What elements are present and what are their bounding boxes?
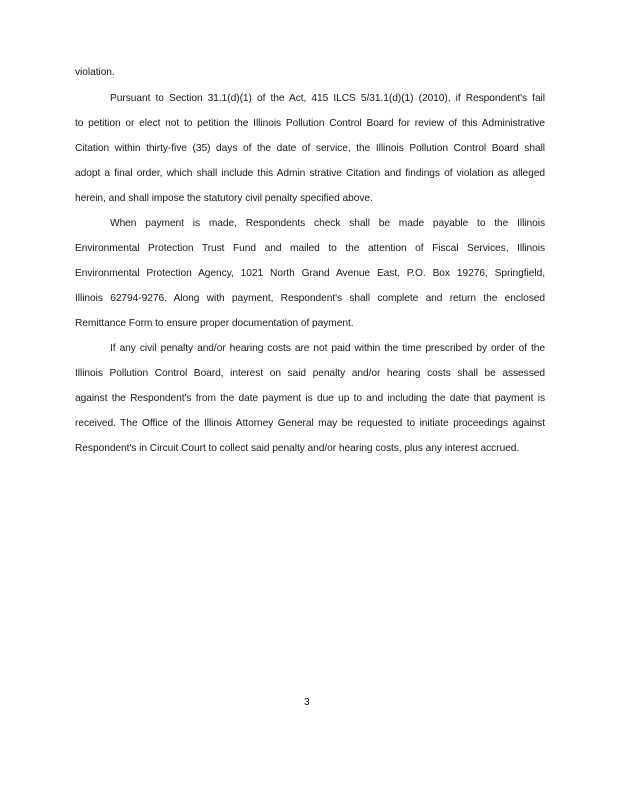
paragraph-line: Illinois Pollution Control Board, interest on said penalty and/or hearing costs shall be assessed	[75, 368, 545, 379]
paragraph-line: Environmental Protection Agency, 1021 North Grand Avenue East, P.O. Box 19276, Springfield,	[75, 268, 545, 279]
paragraph-line: herein, and shall impose the statutory civil penalty specified above.	[75, 193, 373, 204]
paragraph-line: Environmental Protection Trust Fund and mailed to the attention of Fiscal Services, Illinois	[75, 243, 545, 254]
paragraph-line: Citation within thirty-five (35) days of the date of service, the Illinois Pollution Control Board shall	[75, 143, 545, 154]
paragraph-line: Pursuant to Section 31.1(d)(1) of the Act, 415 ILCS 5/31.1(d)(1) (2010), if Respondent's fail	[110, 93, 545, 104]
paragraph-line: to petition or elect not to petition the Illinois Pollution Control Board for review of this Administrative	[75, 118, 545, 129]
paragraph-line: When payment is made, Respondents check shall be made payable to the Illinois	[110, 218, 545, 229]
paragraph-line: adopt a final order, which shall include this Admin strative Citation and findings of violation as alleged	[75, 168, 545, 179]
paragraph-line: received. The Office of the Illinois Attorney General may be requested to initiate proceedings against	[75, 418, 545, 429]
paragraph-line: Respondent's in Circuit Court to collect said penalty and/or hearing costs, plus any interest accrued.	[75, 443, 520, 454]
paragraph-line: If any civil penalty and/or hearing costs are not paid within the time prescribed by order of the	[110, 343, 545, 354]
paragraph-line: Illinois 62794-9276. Along with payment, Respondent's shall complete and return the enclosed	[75, 293, 545, 304]
paragraph-line: Remittance Form to ensure proper documentation of payment.	[75, 318, 354, 329]
paragraph-line: against the Respondent's from the date payment is due up to and including the date that payment is	[75, 393, 545, 404]
continuation-line: violation.	[75, 67, 115, 78]
page-number: 3	[304, 697, 310, 708]
